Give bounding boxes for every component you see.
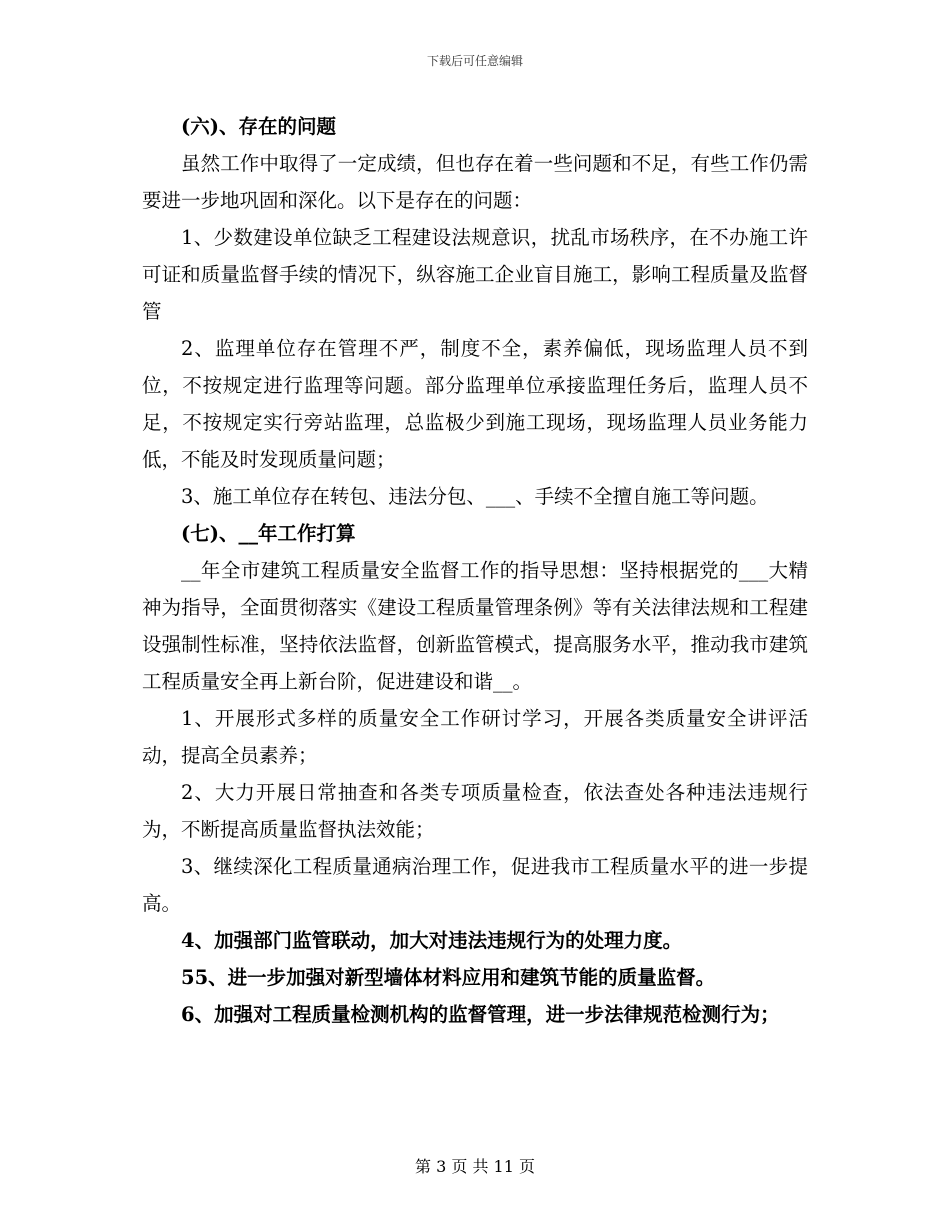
- paragraph-problem-2: 2、监理单位存在管理不严，制度不全，素养偏低，现场监理人员不到位，不按规定进行监理等问题。部分监理单位承接监理任务后，监理人员不足，不按规定实行旁站监理，总监极少到施工现场，现场监理人员业务能力低，不能及时发现质量问题；: [142, 337, 808, 471]
- section-heading-plan: (七)、__年工作打算: [181, 522, 356, 545]
- paragraph-plan-2: 2、大力开展日常抽查和各类专项质量检查，依法查处各种违法违规行为，不断提高质量监督执法效能；: [142, 781, 808, 841]
- paragraph-plan-5: 55、进一步加强对新型墙体材料应用和建筑节能的质量监督。: [181, 966, 716, 989]
- paragraph-problem-3: 3、施工单位存在转包、违法分包、___、手续不全擅自施工等问题。: [181, 485, 769, 508]
- paragraph-plan-6: 6、加强对工程质量检测机构的监督管理，进一步法律规范检测行为；: [181, 1003, 780, 1026]
- page-footer: 第 3 页 共 11 页: [415, 1157, 535, 1176]
- document-body: [142, 108, 808, 1033]
- paragraph-plan-1: 1、开展形式多样的质量安全工作研讨学习，开展各类质量安全讲评活动，提高全员素养；: [142, 707, 808, 767]
- section-heading-problems: (六)、存在的问题: [181, 115, 336, 138]
- paragraph-plan-4: 4、加强部门监管联动，加大对违法违规行为的处理力度。: [181, 929, 683, 952]
- paragraph-intro: 虽然工作中取得了一定成绩，但也存在着一些问题和不足，有些工作仍需要进一步地巩固和深化。以下是存在的问题：: [142, 152, 808, 212]
- page-header: 下载后可任意编辑: [426, 54, 523, 68]
- paragraph-problem-1: 1、少数建设单位缺乏工程建设法规意识，扰乱市场秩序，在不办施工许可证和质量监督手续的情况下，纵容施工企业盲目施工，影响工程质量及监督管: [142, 226, 808, 323]
- paragraph-guiding-idea: __年全市建筑工程质量安全监督工作的指导思想：坚持根据党的___大精神为指导，全面贯彻落实《建设工程质量管理条例》等有关法律法规和工程建设强制性标准，坚持依法监督，创新监管模式，提高服务水平，推动我市建筑工程质量安全再上新台阶，促进建设和谐__。: [142, 559, 808, 693]
- paragraph-plan-3: 3、继续深化工程质量通病治理工作，促进我市工程质量水平的进一步提高。: [142, 855, 808, 915]
